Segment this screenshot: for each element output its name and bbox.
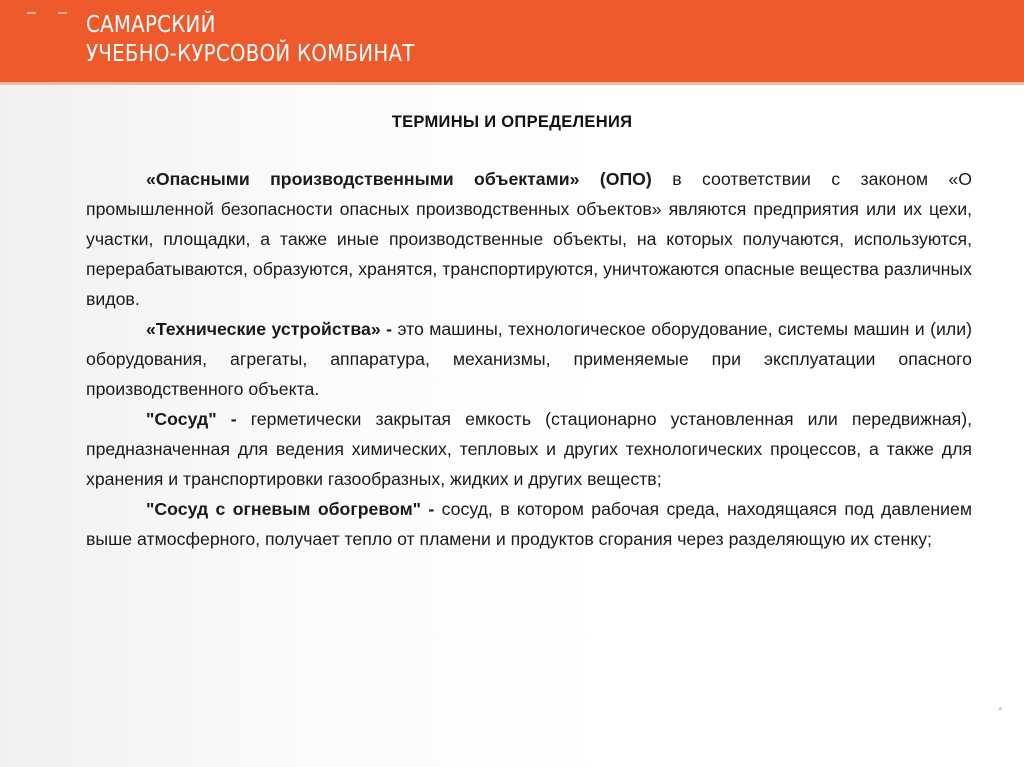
definition-paragraph: [86, 314, 972, 404]
brand-logo-text: [86, 11, 415, 69]
definition-paragraph: [86, 404, 972, 494]
definition-term: «Опасными производственными объектами» (ОПО): [146, 169, 652, 189]
definition-paragraph: [86, 164, 972, 314]
corner-dot-icon: •: [998, 704, 1002, 715]
brand-line-2: УЧЕБНО-КУРСОВОЙ КОМБИНАТ: [86, 41, 415, 67]
dash-mark-icon: –: [58, 4, 67, 21]
definition-term: "Сосуд с огневым обогревом" -: [146, 499, 435, 519]
definition-text: сосуд, в котором рабочая среда, находящаяся под давлением выше атмосферного, получает тепло от пламени и продуктов сгорания через разделяющую их стенку;: [86, 499, 972, 549]
definitions-body: [86, 164, 972, 554]
definition-text: в соответствии с законом «О промышленной безопасности опасных производственных объектов» являются предприятия или их цехи, участки, площадки, а также иные производственные объекты, на которых получаются, используются, перерабатываются, образуются, хранятся, транспортируются, уничтожаются опасные вещества различных видов.: [86, 169, 972, 309]
header-bar: [0, 0, 1024, 85]
definition-text: это машины, технологическое оборудование, системы машин и (или) оборудования, агрегаты, аппаратура, механизмы, применяемые при эксплуатации опасного производственного объекта.: [86, 319, 972, 399]
definition-paragraph: [86, 494, 972, 554]
definition-term: «Технические устройства» -: [146, 319, 392, 339]
definition-text: герметически закрытая емкость (стационарно установленная или передвижная), предназначенная для ведения химических, тепловых и других технологических процессов, а также для хранения и транспортировки газообразных, жидких и других веществ;: [86, 409, 972, 489]
slide-title: ТЕРМИНЫ И ОПРЕДЕЛЕНИЯ: [391, 113, 633, 131]
brand-line-1: САМАРСКИЙ: [86, 12, 216, 38]
dash-mark-icon: –: [27, 4, 36, 21]
definition-term: "Сосуд" -: [146, 409, 237, 429]
